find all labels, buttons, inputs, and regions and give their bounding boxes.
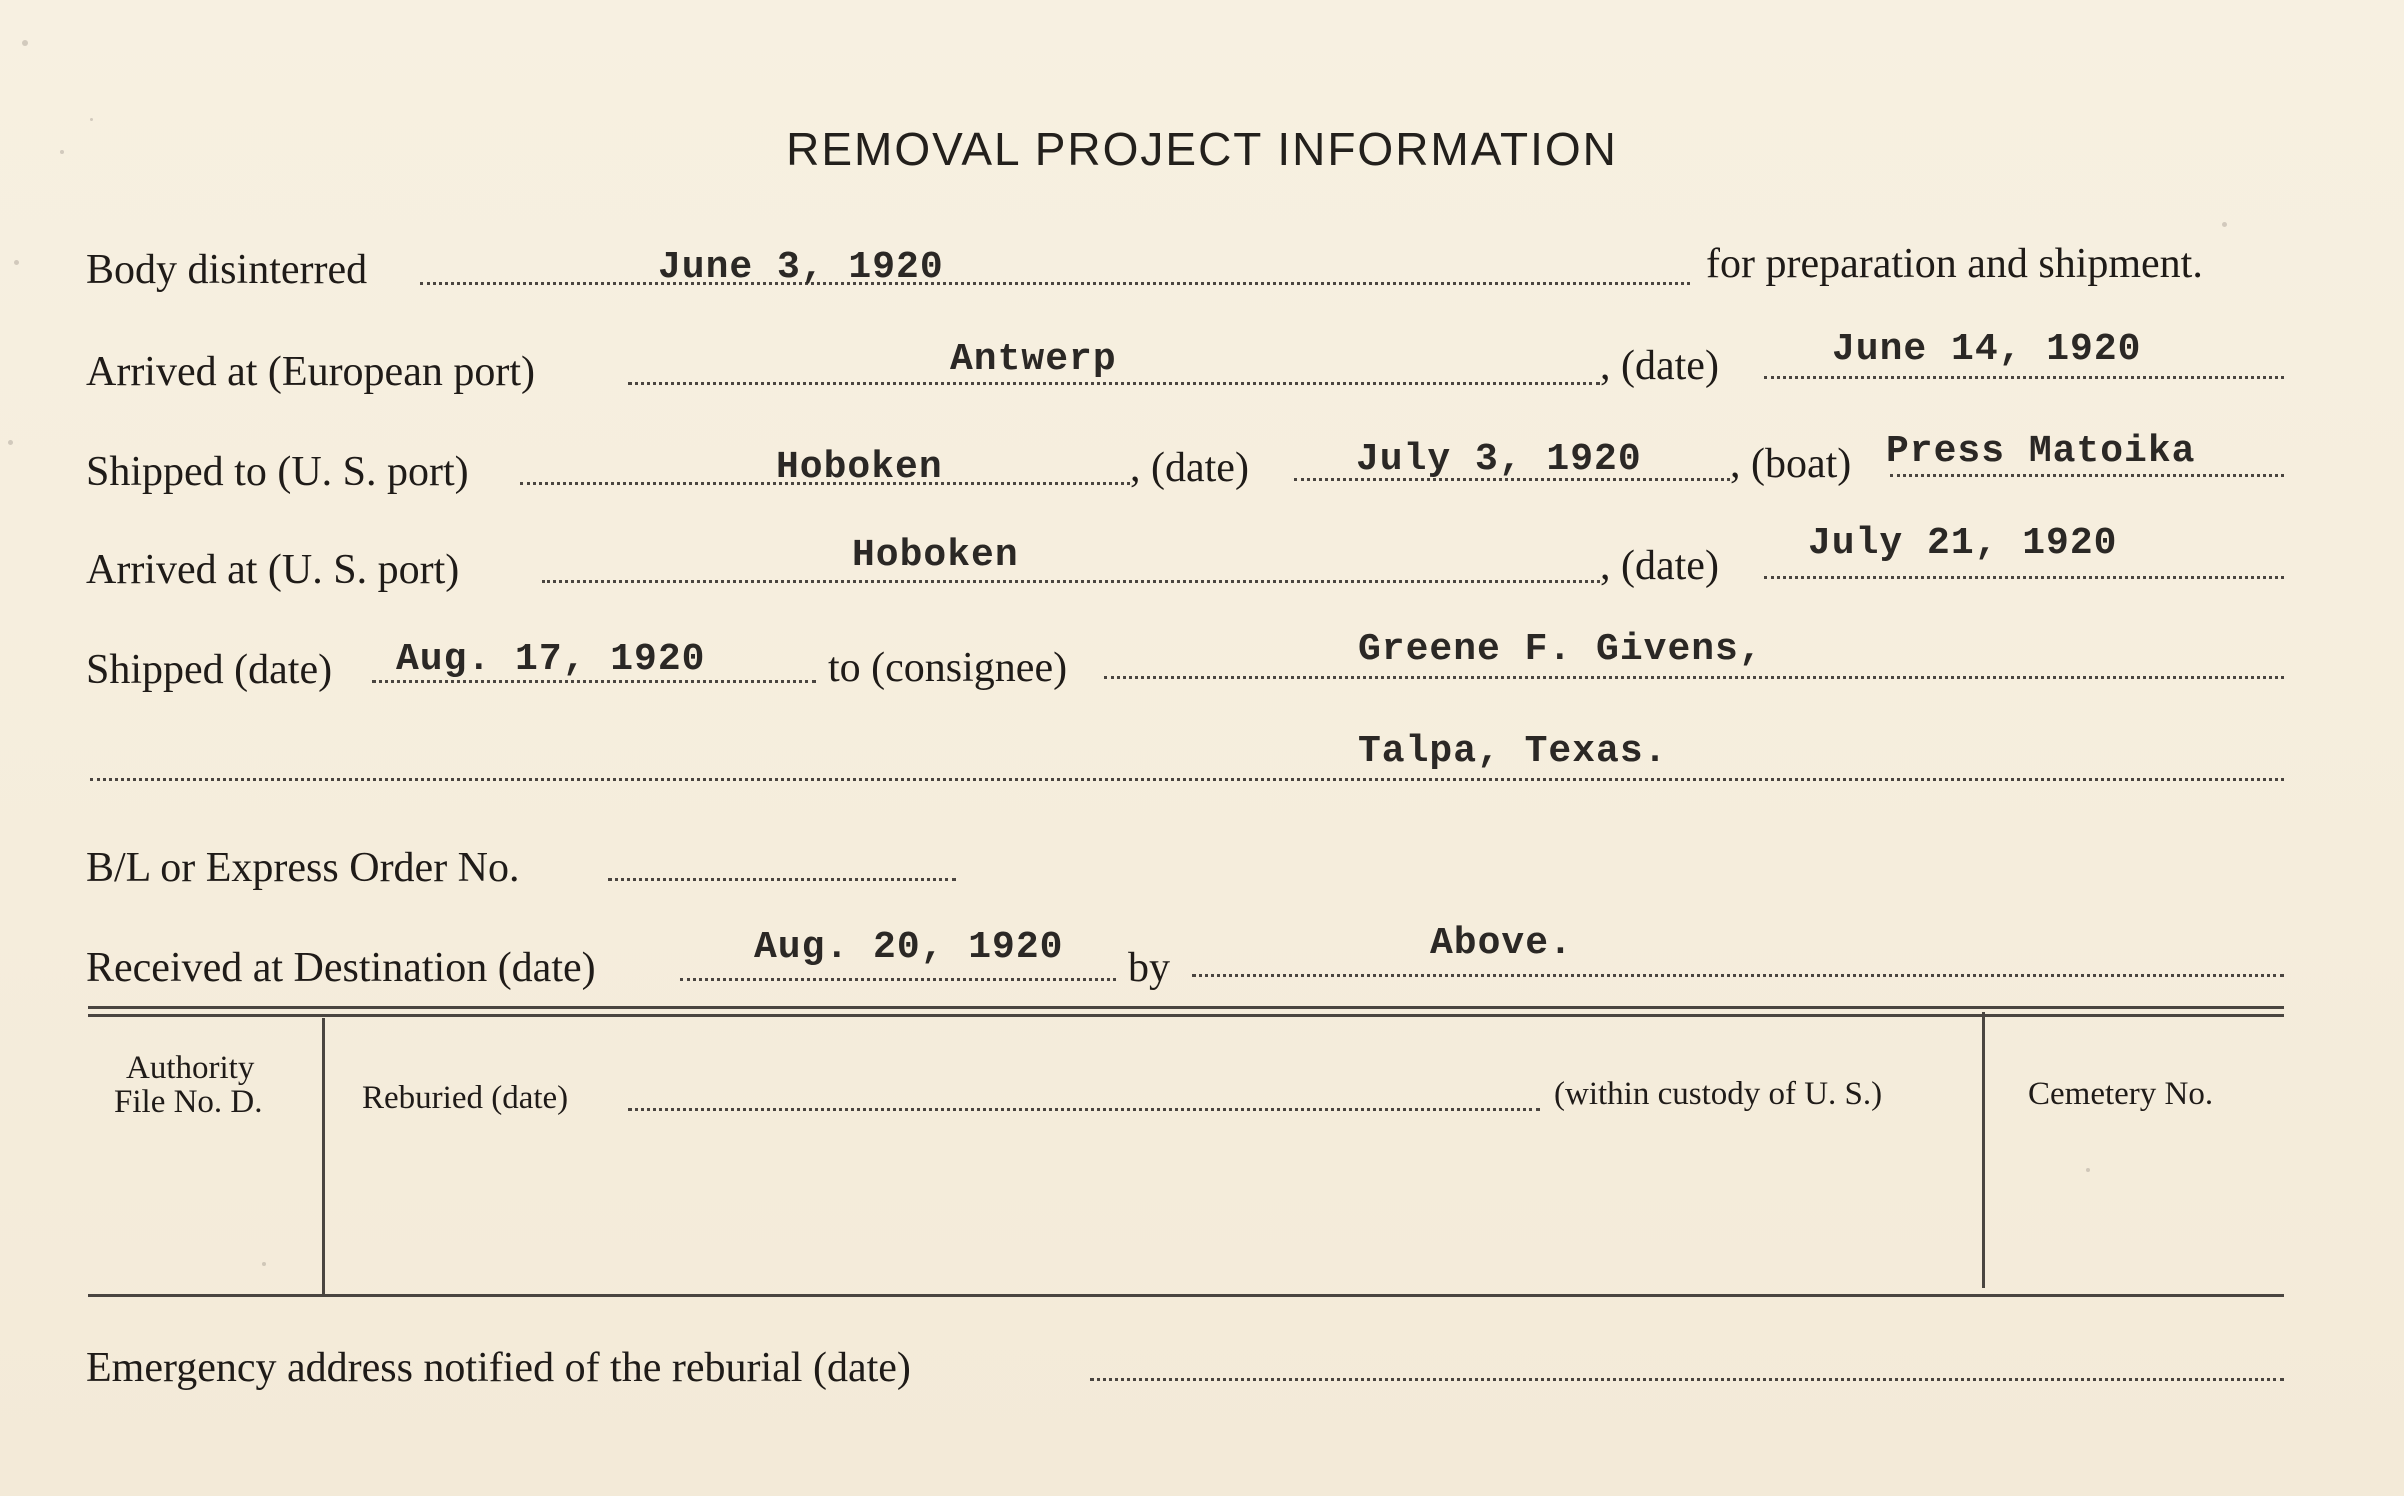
arrived-us-port-value: Hoboken bbox=[852, 534, 1019, 577]
arrived-european-date-line bbox=[1764, 376, 2284, 379]
bl-express-order-label: B/L or Express Order No. bbox=[86, 845, 520, 891]
body-disinterred-suffix: for preparation and shipment. bbox=[1706, 241, 2203, 287]
received-destination-label: Received at Destination (date) bbox=[86, 945, 596, 991]
arrived-european-port-value: Antwerp bbox=[950, 338, 1117, 381]
table-bottom-rule bbox=[88, 1294, 2284, 1297]
received-destination-line bbox=[680, 978, 1116, 981]
table-top-rule bbox=[88, 1006, 2284, 1009]
shipped-to-us-date-label: , (date) bbox=[1130, 445, 1249, 491]
table-divider-left bbox=[322, 1018, 325, 1294]
consignee-name-value: Greene F. Givens, bbox=[1358, 628, 1763, 671]
arrived-us-date-line bbox=[1764, 576, 2284, 579]
table-top-rule-2 bbox=[88, 1014, 2284, 1017]
shipped-to-us-port-label: Shipped to (U. S. port) bbox=[86, 449, 469, 495]
arrived-us-port-label: Arrived at (U. S. port) bbox=[86, 547, 460, 593]
body-disinterred-label: Body disinterred bbox=[86, 247, 368, 293]
shipped-to-us-boat-label: , (boat) bbox=[1730, 441, 1852, 487]
reburied-line bbox=[628, 1108, 1540, 1111]
received-destination-value: Aug. 20, 1920 bbox=[754, 926, 1064, 969]
shipped-date-value: Aug. 17, 1920 bbox=[396, 638, 706, 681]
received-by-value: Above. bbox=[1430, 922, 1573, 965]
form-title: REMOVAL PROJECT INFORMATION bbox=[786, 123, 1618, 175]
arrived-us-date-label: , (date) bbox=[1600, 543, 1719, 589]
table-divider-right bbox=[1982, 1012, 1985, 1288]
shipped-to-us-date-value: July 3, 1920 bbox=[1356, 438, 1642, 481]
body-disinterred-line bbox=[420, 282, 1690, 285]
bl-express-order-line bbox=[608, 878, 956, 881]
authority-label-line1: Authority bbox=[126, 1050, 255, 1086]
body-disinterred-value: June 3, 1920 bbox=[658, 246, 944, 289]
received-by-line bbox=[1192, 974, 2284, 977]
arrived-us-port-line bbox=[542, 580, 1600, 583]
received-by-label: by bbox=[1128, 945, 1170, 991]
arrived-european-date-label: , (date) bbox=[1600, 343, 1719, 389]
consignee-address-value: Talpa, Texas. bbox=[1358, 730, 1668, 773]
consignee-line bbox=[1104, 676, 2284, 679]
shipped-date-label: Shipped (date) bbox=[86, 647, 333, 693]
arrived-european-date-value: June 14, 1920 bbox=[1832, 328, 2142, 371]
arrived-european-port-label: Arrived at (European port) bbox=[86, 349, 535, 395]
reburied-label: Reburied (date) bbox=[362, 1080, 569, 1116]
authority-label-line2: File No. D. bbox=[114, 1084, 263, 1120]
shipped-to-us-boat-line bbox=[1890, 474, 2284, 477]
cemetery-no-label: Cemetery No. bbox=[2028, 1076, 2214, 1112]
consignee-label: to (consignee) bbox=[828, 645, 1068, 691]
shipped-to-us-port-value: Hoboken bbox=[776, 446, 943, 489]
arrived-us-date-value: July 21, 1920 bbox=[1808, 522, 2118, 565]
arrived-european-port-line bbox=[628, 382, 1600, 385]
reburied-suffix: (within custody of U. S.) bbox=[1554, 1076, 1883, 1112]
emergency-address-line bbox=[1090, 1378, 2284, 1381]
shipped-to-us-boat-value: Press Matoika bbox=[1886, 430, 2196, 473]
consignee-address-line bbox=[90, 778, 2284, 781]
emergency-address-label: Emergency address notified of the reburial (date) bbox=[86, 1345, 911, 1391]
